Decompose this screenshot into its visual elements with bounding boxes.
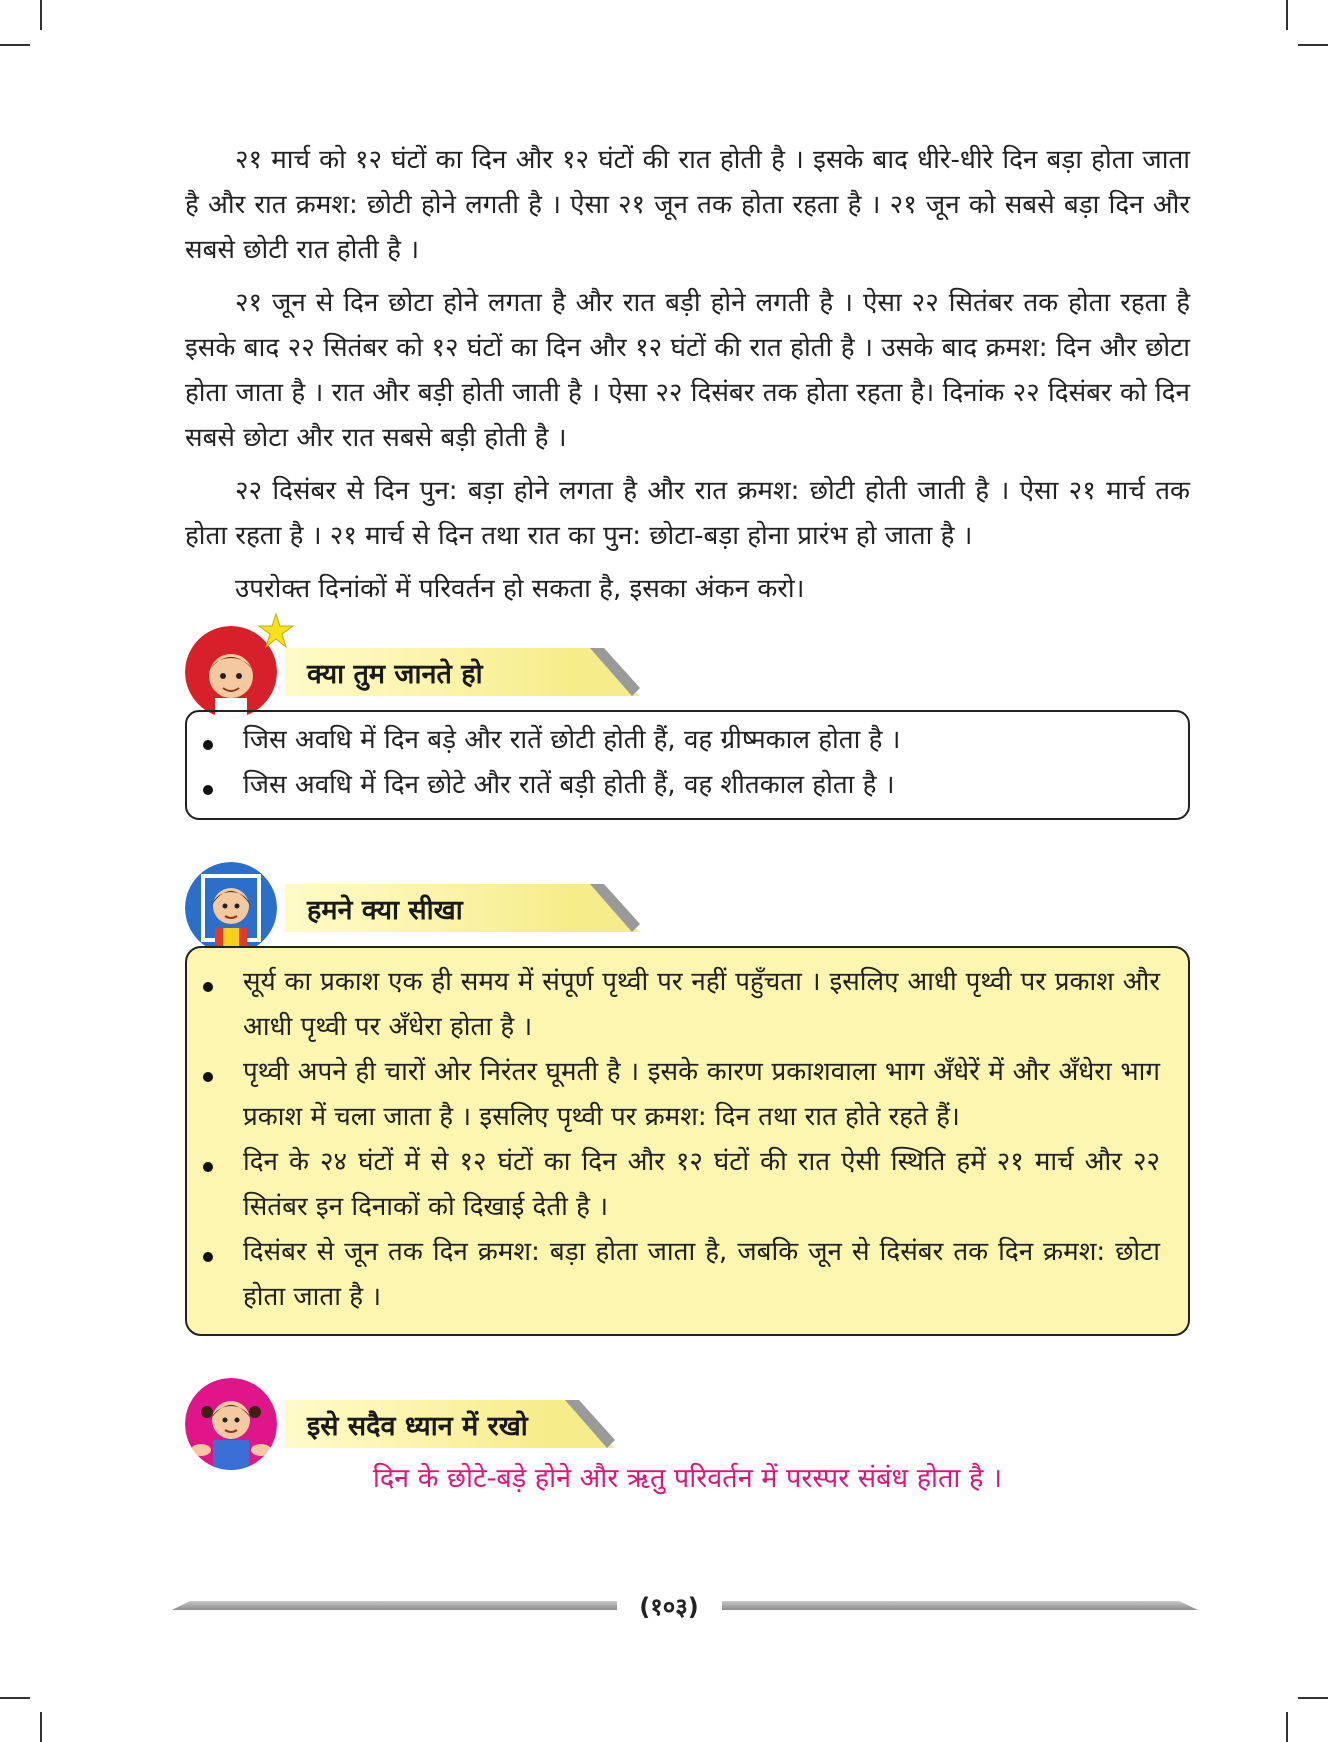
girl-frame-icon	[185, 862, 277, 954]
crop-mark	[40, 0, 42, 30]
did-you-know-header	[185, 626, 1190, 716]
list-item: दिन के २४ घंटों में से १२ घंटों का दिन और १२ घंटों की रात ऐसी स्थिति हमें २१ मार्च और २२ सितंबर इन दिनाकों को दिखाई देती है ।	[243, 1140, 1160, 1230]
banner-tail	[570, 648, 640, 696]
remember-title: इसे सदैव ध्यान में रखो	[285, 1400, 547, 1448]
list-item: दिसंबर से जून तक दिन क्रमश: बड़ा होता जाता है, जबकि जून से दिसंबर तक दिन क्रमश: छोटा होता जाता है ।	[243, 1230, 1160, 1320]
paragraph: २२ दिसंबर से दिन पुन: बड़ा होने लगता है और रात क्रमश: छोटी होती जाती है । ऐसा २१ मार्च तक होता रहता है । २१ मार्च से दिन तथा रात का पुन: छोटा-बड़ा होना प्रारंभ हो जाता है ।	[185, 476, 1190, 551]
crop-mark	[1286, 0, 1288, 30]
footer-rule-left	[172, 1601, 617, 1610]
crop-mark	[40, 1712, 42, 1742]
what-we-learned-title: हमने क्या सीखा	[285, 884, 572, 932]
crop-mark	[0, 1697, 30, 1699]
banner-tail	[545, 1400, 615, 1448]
paragraph: २१ मार्च को १२ घंटों का दिन और १२ घंटों की रात होती है । इसके बाद धीरे-धीरे दिन बड़ा होता जाता है और रात क्रमश: छोटी होने लगती है । ऐसा २१ जून तक होता रहता है । २१ जून को सबसे बड़ा दिन और सबसे छोटी रात होती है ।	[185, 145, 1190, 265]
girl-shrug-icon	[185, 1378, 277, 1470]
crop-mark	[1286, 1712, 1288, 1742]
list-item: जिस अवधि में दिन छोटे और रातें बड़ी होती हैं, वह शीतकाल होता है ।	[243, 763, 1160, 808]
remember-header	[185, 1378, 1190, 1468]
banner-tail	[570, 884, 640, 932]
crop-mark	[1298, 44, 1328, 46]
what-we-learned-box	[185, 946, 1190, 1336]
paragraph: २१ जून से दिन छोटा होने लगता है और रात बड़ी होने लगती है । ऐसा २२ सितंबर तक होता रहता है इसके बाद २२ सितंबर को १२ घंटों का दिन और १२ घंटों की रात होती है । उसके बाद क्रमश: दिन और छोटा होता जाता है । रात और बड़ी होती जाती है । ऐसा २२ दिसंबर तक होता रहता है। दिनांक २२ दिसंबर को दिन सबसे छोटा और रात सबसे बड़ी होती है ।	[185, 288, 1190, 453]
crop-mark	[1298, 1697, 1328, 1699]
list-item: जिस अवधि में दिन बड़े और रातें छोटी होती हैं, वह ग्रीष्मकाल होता है ।	[243, 718, 1160, 763]
list-item: पृथ्वी अपने ही चारों ओर निरंतर घूमती है । इसके कारण प्रकाशवाला भाग अँधेरें में और अँधेरा भाग प्रकाश में चला जाता है । इसलिए पृथ्वी पर क्रमश: दिन तथा रात होते रहते हैं।	[243, 1050, 1160, 1140]
what-we-learned-header	[185, 862, 1190, 952]
page-number: (१०३)	[639, 1593, 699, 1621]
did-you-know-title: क्या तुम जानते हो	[285, 648, 572, 696]
page-content	[185, 138, 1190, 1495]
crop-mark	[0, 44, 30, 46]
star-icon	[257, 612, 295, 650]
did-you-know-box	[185, 710, 1190, 820]
list-item: सूर्य का प्रकाश एक ही समय में संपूर्ण पृथ्वी पर नहीं पहुँचता । इसलिए आधी पृथ्वी पर प्रकाश और आधी पृथ्वी पर अँधेरा होता है ।	[243, 960, 1160, 1050]
footer-rule-right	[722, 1601, 1198, 1610]
paragraph: उपरोक्त दिनांकों में परिवर्तन हो सकता है, इसका अंकन करो।	[235, 574, 805, 604]
remember-text: दिन के छोटे-बड़े होने और ऋतु परिवर्तन में परस्पर संबंध होता है ।	[372, 1463, 1003, 1494]
